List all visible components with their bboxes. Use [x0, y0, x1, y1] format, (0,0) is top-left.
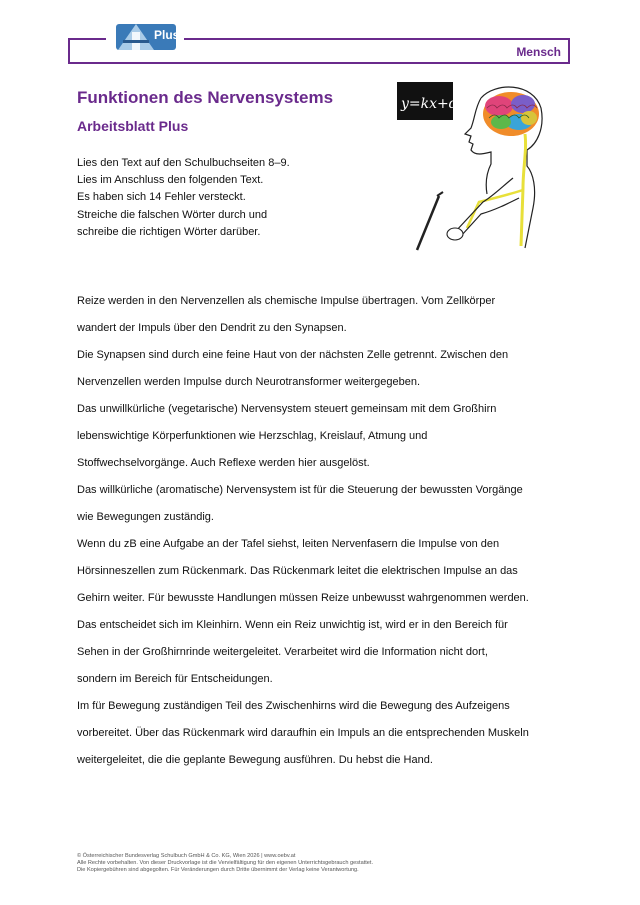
instructions	[77, 155, 290, 241]
text-line: wie Bewegungen zuständig.	[77, 511, 214, 523]
text-line: weitergeleitet, die die geplante Bewegung ausführen. Du hebst die Hand.	[77, 754, 433, 766]
text-line: Die Synapsen sind durch eine feine Haut von der nächsten Zelle getrennt. Zwischen den	[77, 349, 509, 361]
text-line: Das entscheidet sich im Kleinhirn. Wenn ein Reiz unwichtig ist, wird er in den Bereich für	[77, 619, 508, 631]
text-line: Hörsinneszellen zum Rückenmark. Das Rückenmark leitet die elektrischen Impulse an das	[77, 565, 518, 577]
publisher-logo	[106, 20, 184, 54]
text-line: Sehen in der Großhirnrinde weitergeleitet. Verarbeitet wird die Information nicht dort,	[77, 646, 488, 658]
instruction-line: schreibe die richtigen Wörter darüber.	[77, 225, 261, 238]
pen-icon	[417, 196, 439, 250]
subject-label: Mensch	[516, 45, 561, 59]
text-line: Das unwillkürliche (vegetarische) Nervensystem steuert gemeinsam mit dem Großhirn	[77, 403, 497, 415]
nervous-system-illustration	[395, 78, 545, 256]
board-formula: y=kx+d	[401, 96, 458, 112]
copyright-footer	[77, 853, 373, 874]
instruction-line: Streiche die falschen Wörter durch und	[77, 208, 268, 221]
logo-text: Plus	[154, 28, 180, 42]
footer-line: © Österreichischer Bundesverlag Schulbuch GmbH & Co. KG, Wien 2026 | www.oebv.at	[77, 853, 296, 859]
text-line: Das willkürliche (aromatische) Nervensystem ist für die Steuerung der bewussten Vorgänge	[77, 484, 523, 496]
instruction-line: Lies den Text auf den Schulbuchseiten 8–9.	[77, 157, 290, 169]
footer-line: Die Kopiergebühren sind abgegolten. Für Veränderungen durch Dritte übernimmt der Verlag keine Verantwortung.	[77, 867, 359, 873]
text-line: Wenn du zB eine Aufgabe an der Tafel siehst, leiten Nervenfasern die Impulse von den	[77, 538, 500, 550]
worksheet-subtitle: Arbeitsblatt Plus	[77, 118, 189, 134]
worksheet-title: Funktionen des Nervensystems	[77, 88, 334, 107]
text-line: lebenswichtige Körperfunktionen wie Herzschlag, Kreislauf, Atmung und	[77, 430, 428, 442]
error-text	[77, 288, 577, 774]
text-line: sondern im Bereich für Entscheidungen.	[77, 673, 273, 685]
instruction-line: Es haben sich 14 Fehler versteckt.	[77, 191, 246, 204]
text-line: vorbereitet. Über das Rückenmark wird daraufhin ein Impuls an die entsprechenden Muskeln	[77, 727, 529, 739]
text-line: Reize werden in den Nervenzellen als chemische Impulse übertragen. Vom Zellkörper	[77, 295, 496, 307]
text-line: Im für Bewegung zuständigen Teil des Zwischenhirns wird die Bewegung des Aufzeigens	[77, 700, 510, 712]
footer-line: Alle Rechte vorbehalten. Von dieser Druckvorlage ist die Vervielfältigung für den eigenen Unterrichtsgebrauch gestattet.	[77, 860, 374, 866]
text-line: wandert der Impuls über den Dendrit zu den Synapsen.	[77, 322, 347, 334]
text-line: Gehirn weiter. Für bewusste Handlungen müssen Reize unbewusst wahrgenommen werden.	[77, 592, 529, 604]
instruction-line: Lies im Anschluss den folgenden Text.	[77, 174, 264, 187]
text-line: Nervenzellen werden Impulse durch Neurotransformer weitergegeben.	[77, 376, 421, 388]
hand-icon	[447, 228, 463, 240]
text-line: Stoffwechselvorgänge. Auch Reflexe werden hier ausgelöst.	[77, 457, 370, 469]
